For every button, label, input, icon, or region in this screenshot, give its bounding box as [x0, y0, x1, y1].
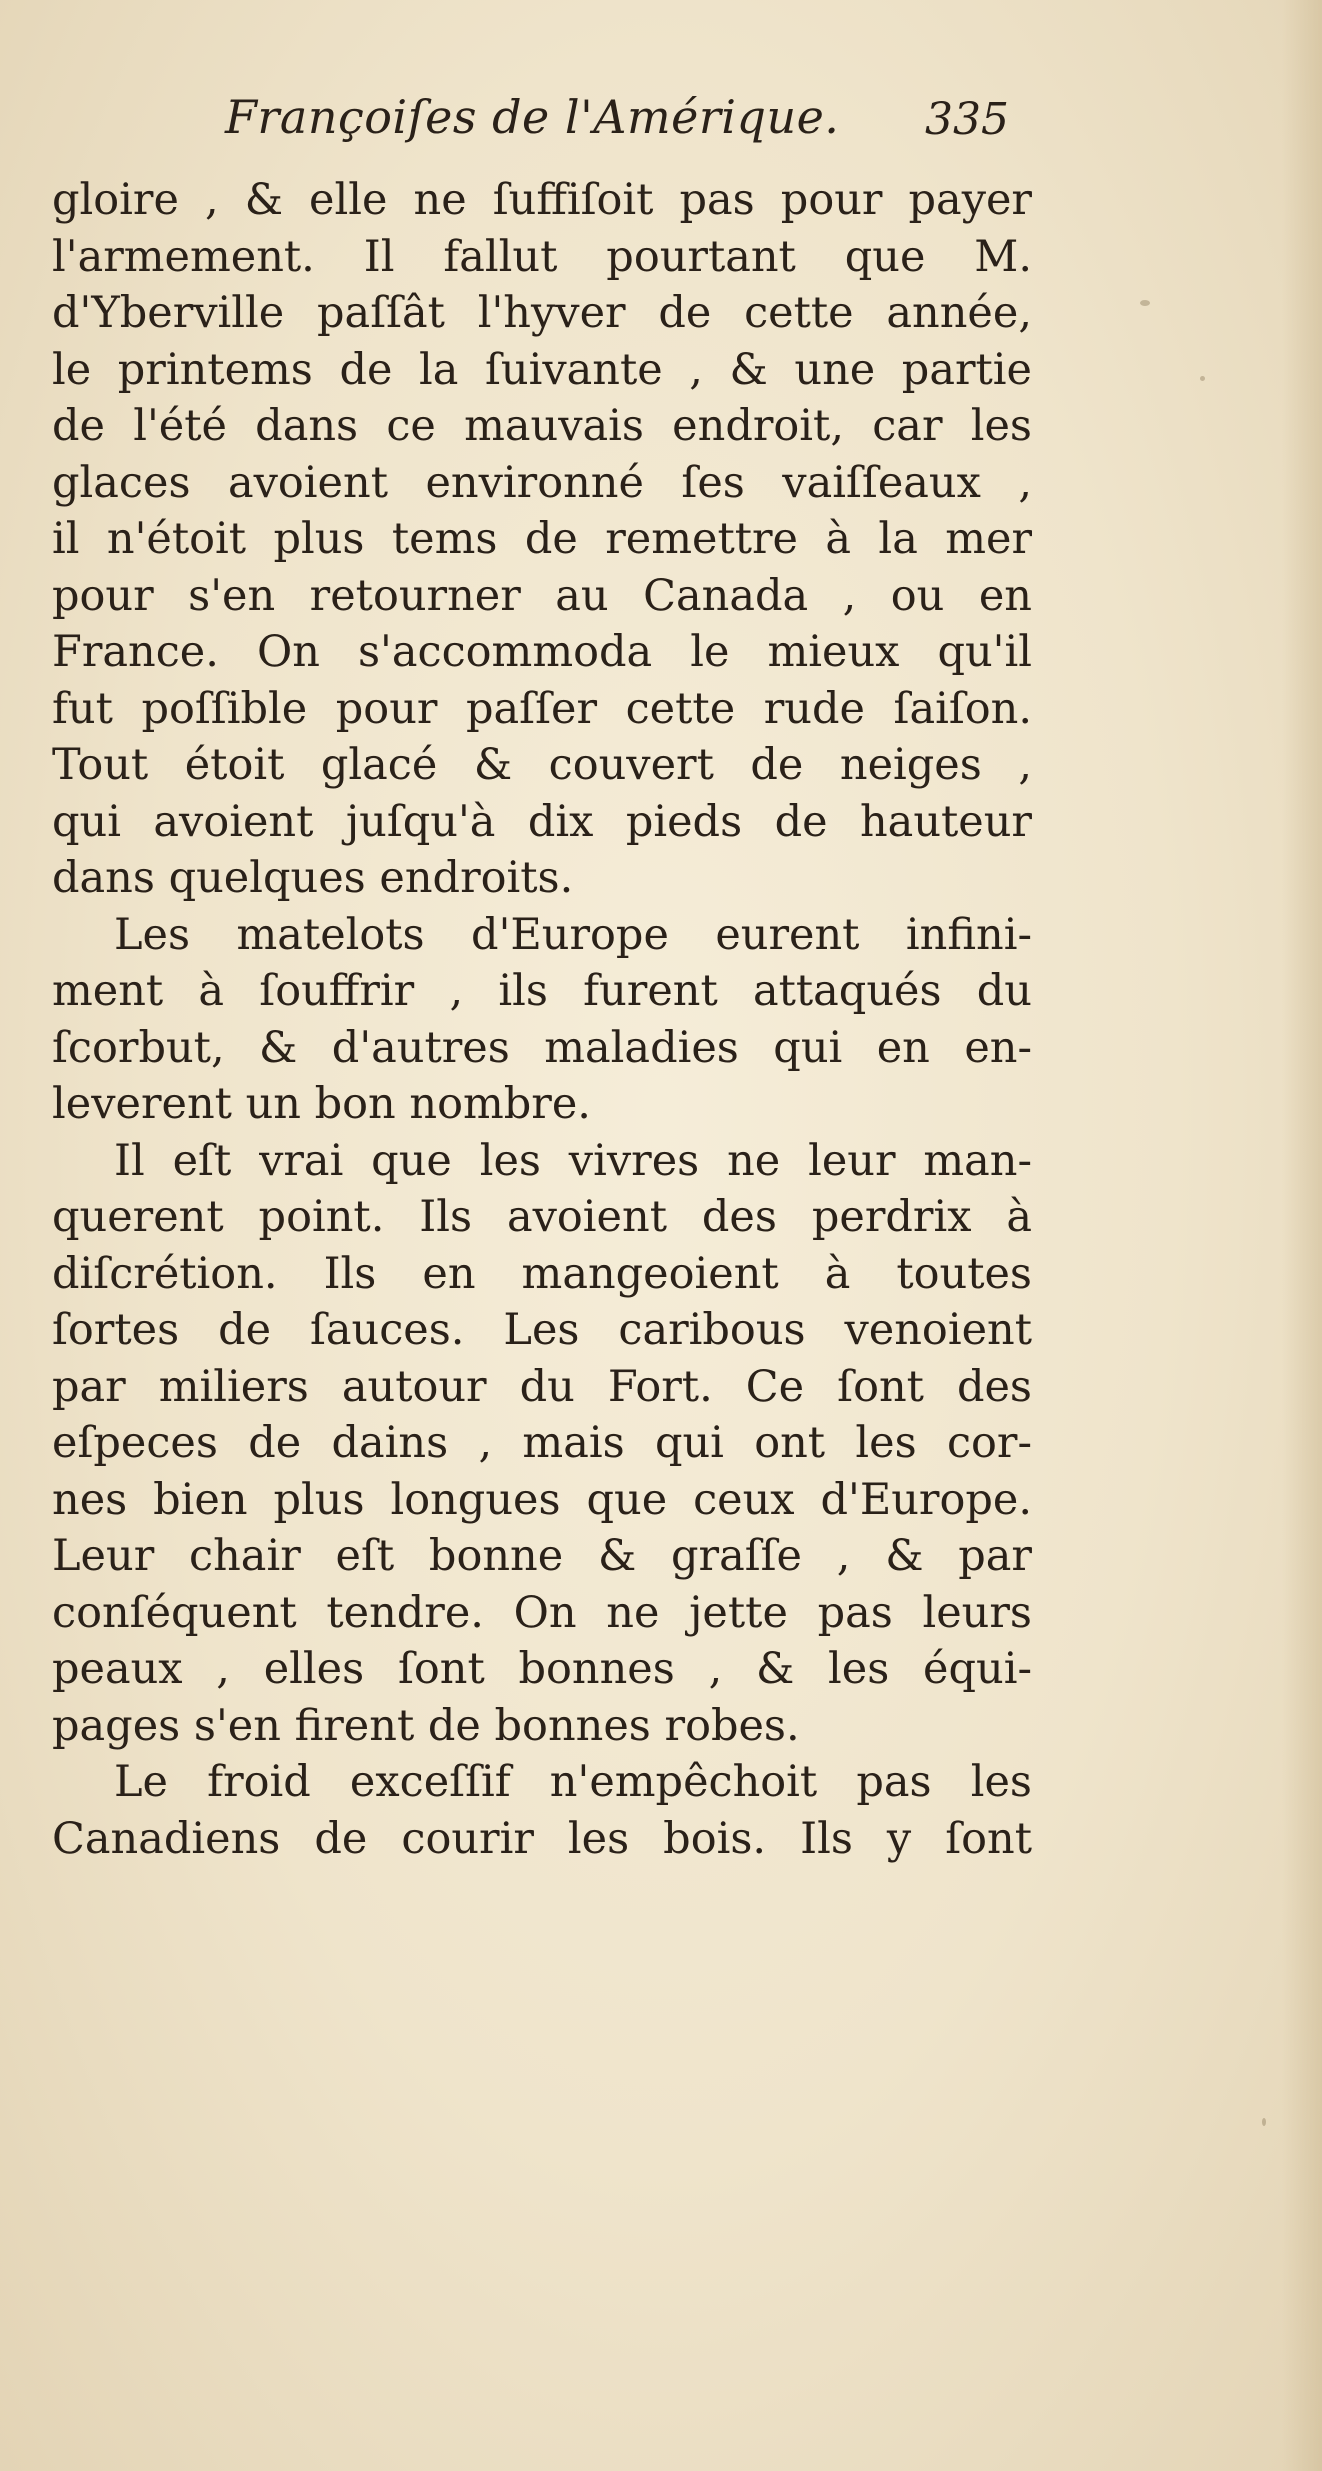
text-line: ſcorbut, & d'autres maladies qui en en-: [52, 1022, 1032, 1073]
text-line: glaces avoient environné ſes vaiſſeaux ,: [52, 457, 1032, 508]
text-line: Les matelots d'Europe eurent infini-: [114, 909, 1032, 960]
body-text: [52, 172, 1032, 1867]
text-line: nes bien plus longues que ceux d'Europe.: [52, 1474, 1032, 1525]
text-line: d'Yberville paſſât l'hyver de cette année,: [52, 288, 1032, 338]
text-line: eſpeces de dains , mais qui ont les cor-: [52, 1418, 1032, 1468]
text-line: diſcrétion. Ils en mangeoient à toutes: [52, 1248, 1032, 1299]
text-line: dans quelques endroits.: [52, 853, 574, 903]
running-title: Françoiſes de l'Amérique.: [225, 90, 840, 144]
text-line: de l'été dans ce mauvais endroit, car les: [52, 401, 1032, 451]
text-line: le printems de la ſuivante , & une partie: [52, 344, 1032, 395]
text-line: pour s'en retourner au Canada , ou en: [52, 570, 1032, 621]
text-line: Il eſt vrai que les vivres ne leur man-: [114, 1135, 1032, 1186]
text-line: Le froid exceſſif n'empêchoit pas les: [114, 1757, 1032, 1807]
text-line: pages s'en firent de bonnes robes.: [52, 1700, 800, 1751]
text-line: ſortes de ſauces. Les caribous venoient: [52, 1305, 1032, 1355]
text-line: Leur chair eſt bonne & graſſe , & par: [52, 1531, 1032, 1581]
ink-speck: [1262, 2118, 1266, 2126]
ink-speck: [1140, 300, 1150, 306]
page-edge-shadow: [1282, 0, 1322, 2471]
text-line: Canadiens de courir les bois. Ils y ſont: [52, 1813, 1032, 1864]
text-line: peaux , elles ſont bonnes , & les équi-: [52, 1644, 1032, 1694]
text-line: qui avoient juſqu'à dix pieds de hauteur: [52, 796, 1032, 847]
page-header: [225, 90, 1025, 160]
text-line: il n'étoit plus tems de remettre à la mer: [52, 514, 1032, 564]
page-number: 335: [925, 94, 1009, 145]
text-line: gloire , & elle ne ſuffiſoit pas pour payer: [52, 175, 1032, 225]
text-line: leverent un bon nombre.: [52, 1079, 591, 1129]
text-line: conſéquent tendre. On ne jette pas leurs: [52, 1587, 1032, 1638]
ink-speck: [1200, 376, 1205, 381]
text-line: Tout étoit glacé & couvert de neiges ,: [52, 740, 1032, 790]
text-line: par miliers autour du Fort. Ce ſont des: [52, 1361, 1032, 1412]
text-line: l'armement. Il fallut pourtant que M.: [52, 231, 1032, 282]
text-line: ment à ſouffrir , ils furent attaqués du: [52, 966, 1032, 1016]
text-line: querent point. Ils avoient des perdrix à: [52, 1192, 1032, 1242]
text-line: France. On s'accommoda le mieux qu'il: [52, 627, 1032, 677]
text-line: fut poſſible pour paſſer cette rude ſaiſon.: [52, 683, 1032, 734]
